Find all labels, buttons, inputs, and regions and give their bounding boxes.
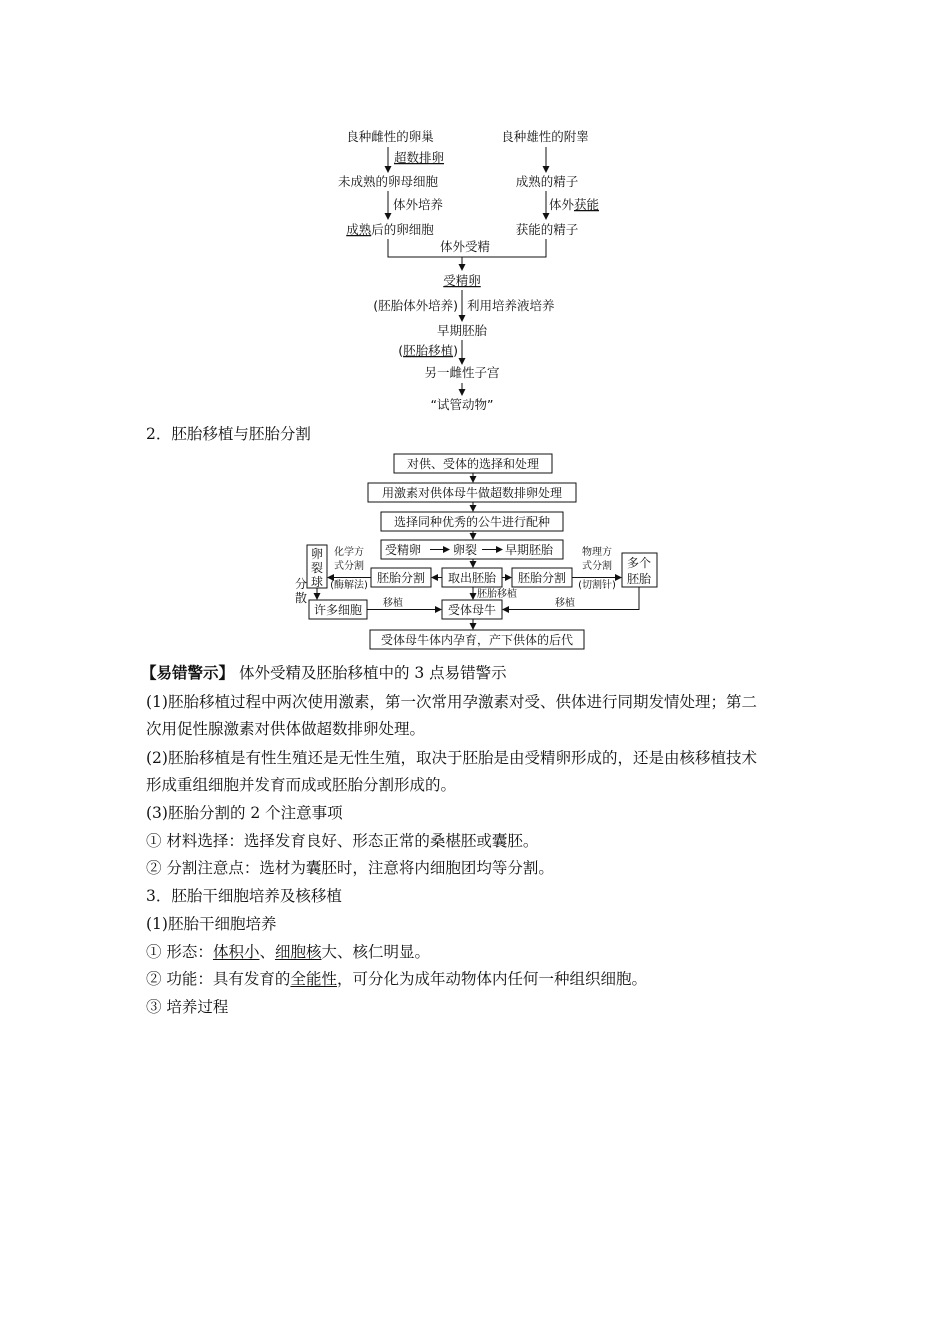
subsection-1: (1)胚胎干细胞培养: [146, 915, 277, 933]
in-vitro-capacitation-label: 体外获能: [549, 197, 600, 212]
section-heading-3: 3．胚胎干细胞培养及核移植: [146, 887, 342, 905]
paragraph-3-item-1: ① 材料选择：选择发育良好、形态正常的桑椹胚或囊胚。: [146, 832, 539, 850]
paragraph-2-line-1: (2)胚胎移植是有性生殖还是无性生殖，取决于胚胎是由受精卵形成的，还是由核移植技术: [146, 749, 757, 767]
cleavage-text: 卵裂: [453, 543, 478, 557]
in-vitro-fertilization-label: 体外受精: [439, 239, 491, 254]
subsection-1-item-2: [146, 969, 647, 989]
selection-box: 对供、受体的选择和处理: [406, 457, 540, 471]
in-vitro-culture-label: 体外培养: [393, 197, 444, 212]
warning-tag: 【易错警示】: [141, 663, 235, 682]
small-volume-term: 体积小: [212, 943, 260, 961]
item-1-suffix: 大、核仁明显。: [321, 943, 430, 961]
totipotency-term: 全能性: [290, 970, 337, 988]
embryo-culture-label: (胚胎体外培养): [373, 298, 458, 313]
blastomere-char-3: 球: [310, 575, 324, 589]
culture-medium-label: 利用培养液培养: [467, 298, 555, 313]
recipient-box: 受体母牛: [447, 603, 497, 617]
disperse-char-2: 散: [294, 591, 308, 605]
uterus-label: 另一雌性子宫: [424, 365, 500, 380]
split-right-box: 胚胎分割: [517, 571, 567, 585]
embryo-transfer-label: 胚胎移植: [477, 589, 517, 600]
ovary-label: 良种雌性的卵巢: [346, 129, 434, 144]
chemical-split-line-1: 化学方: [334, 547, 364, 558]
transfer-right-label: 移植: [555, 598, 575, 609]
pregnancy-box: 受体母牛体内孕育，产下供体的后代: [380, 633, 574, 647]
early-embryo-text: 早期胚胎: [505, 543, 554, 557]
test-tube-animal-label: “试管动物”: [430, 397, 494, 412]
split-left-box: 胚胎分割: [376, 571, 426, 585]
disperse-char-1: 分: [294, 577, 308, 591]
multi-embryo-line-1: 多个: [626, 556, 652, 570]
chemical-split-line-3: (酶解法): [330, 580, 368, 591]
superovulation-label: 超数排卵: [394, 150, 445, 165]
transfer-left-label: 移植: [383, 598, 403, 609]
multi-embryo-line-2: 胚胎: [626, 572, 652, 586]
physical-split-line-1: 物理方: [582, 547, 612, 558]
physical-split-line-2: 式分割: [582, 561, 612, 572]
embryo-transfer-diagram: [292, 448, 664, 654]
hormone-box: 用激素对供体母牛做超数排卵处理: [381, 486, 563, 500]
item-2-prefix: ② 功能：具有发育的: [146, 970, 291, 988]
embryo-transfer-label: (胚胎移植): [398, 343, 458, 358]
nucleus-term: 细胞核: [274, 943, 322, 961]
paragraph-3-item-2: ② 分割注意点：选材为囊胚时，注意将内细胞团均等分割。: [146, 859, 554, 877]
zygote-label: 受精卵: [443, 273, 481, 288]
section-heading-2: 2．胚胎移植与胚胎分割: [146, 425, 311, 443]
mature-sperm-label: 成熟的精子: [515, 174, 579, 189]
many-cells-box: 许多细胞: [313, 603, 363, 617]
mating-box: 选择同种优秀的公牛进行配种: [393, 515, 551, 529]
warning-heading: [141, 663, 507, 683]
warning-title: 体外受精及胚胎移植中的 3 点易错警示: [234, 664, 507, 682]
matured-oocyte-label: 成熟后的卵细胞: [346, 222, 434, 237]
epididymis-label: 良种雄性的附睾: [501, 129, 589, 144]
paragraph-2-line-2: 形成重组细胞并发育而成或胚胎分割形成的。: [146, 776, 457, 794]
paragraph-1-line-2: 次用促性腺激素对供体做超数排卵处理。: [146, 720, 426, 738]
ivf-flow-diagram: [330, 122, 600, 417]
item-1-prefix: ① 形态：: [146, 943, 213, 961]
blastomere-char-2: 裂: [310, 561, 324, 575]
subsection-1-item-3: ③ 培养过程: [146, 998, 229, 1016]
immature-oocyte-label: 未成熟的卵母细胞: [337, 174, 439, 189]
chemical-split-line-2: 式分割: [334, 561, 364, 572]
subsection-1-item-1: [146, 942, 430, 962]
paragraph-3: (3)胚胎分割的 2 个注意事项: [146, 804, 343, 822]
paragraph-1-line-1: (1)胚胎移植过程中两次使用激素，第一次常用孕激素对受、供体进行同期发情处理；第二: [146, 693, 757, 711]
item-1-sep: 、: [259, 943, 275, 961]
item-2-suffix: ，可分化为成年动物体内任何一种组织细胞。: [336, 970, 647, 988]
early-embryo-label: 早期胚胎: [436, 323, 488, 338]
blastomere-char-1: 卵: [310, 547, 324, 561]
capacitated-sperm-label: 获能的精子: [515, 222, 579, 237]
zygote-text: 受精卵: [385, 543, 422, 557]
take-embryo-box: 取出胚胎: [447, 571, 497, 585]
physical-split-line-3: (切割针): [578, 580, 616, 591]
